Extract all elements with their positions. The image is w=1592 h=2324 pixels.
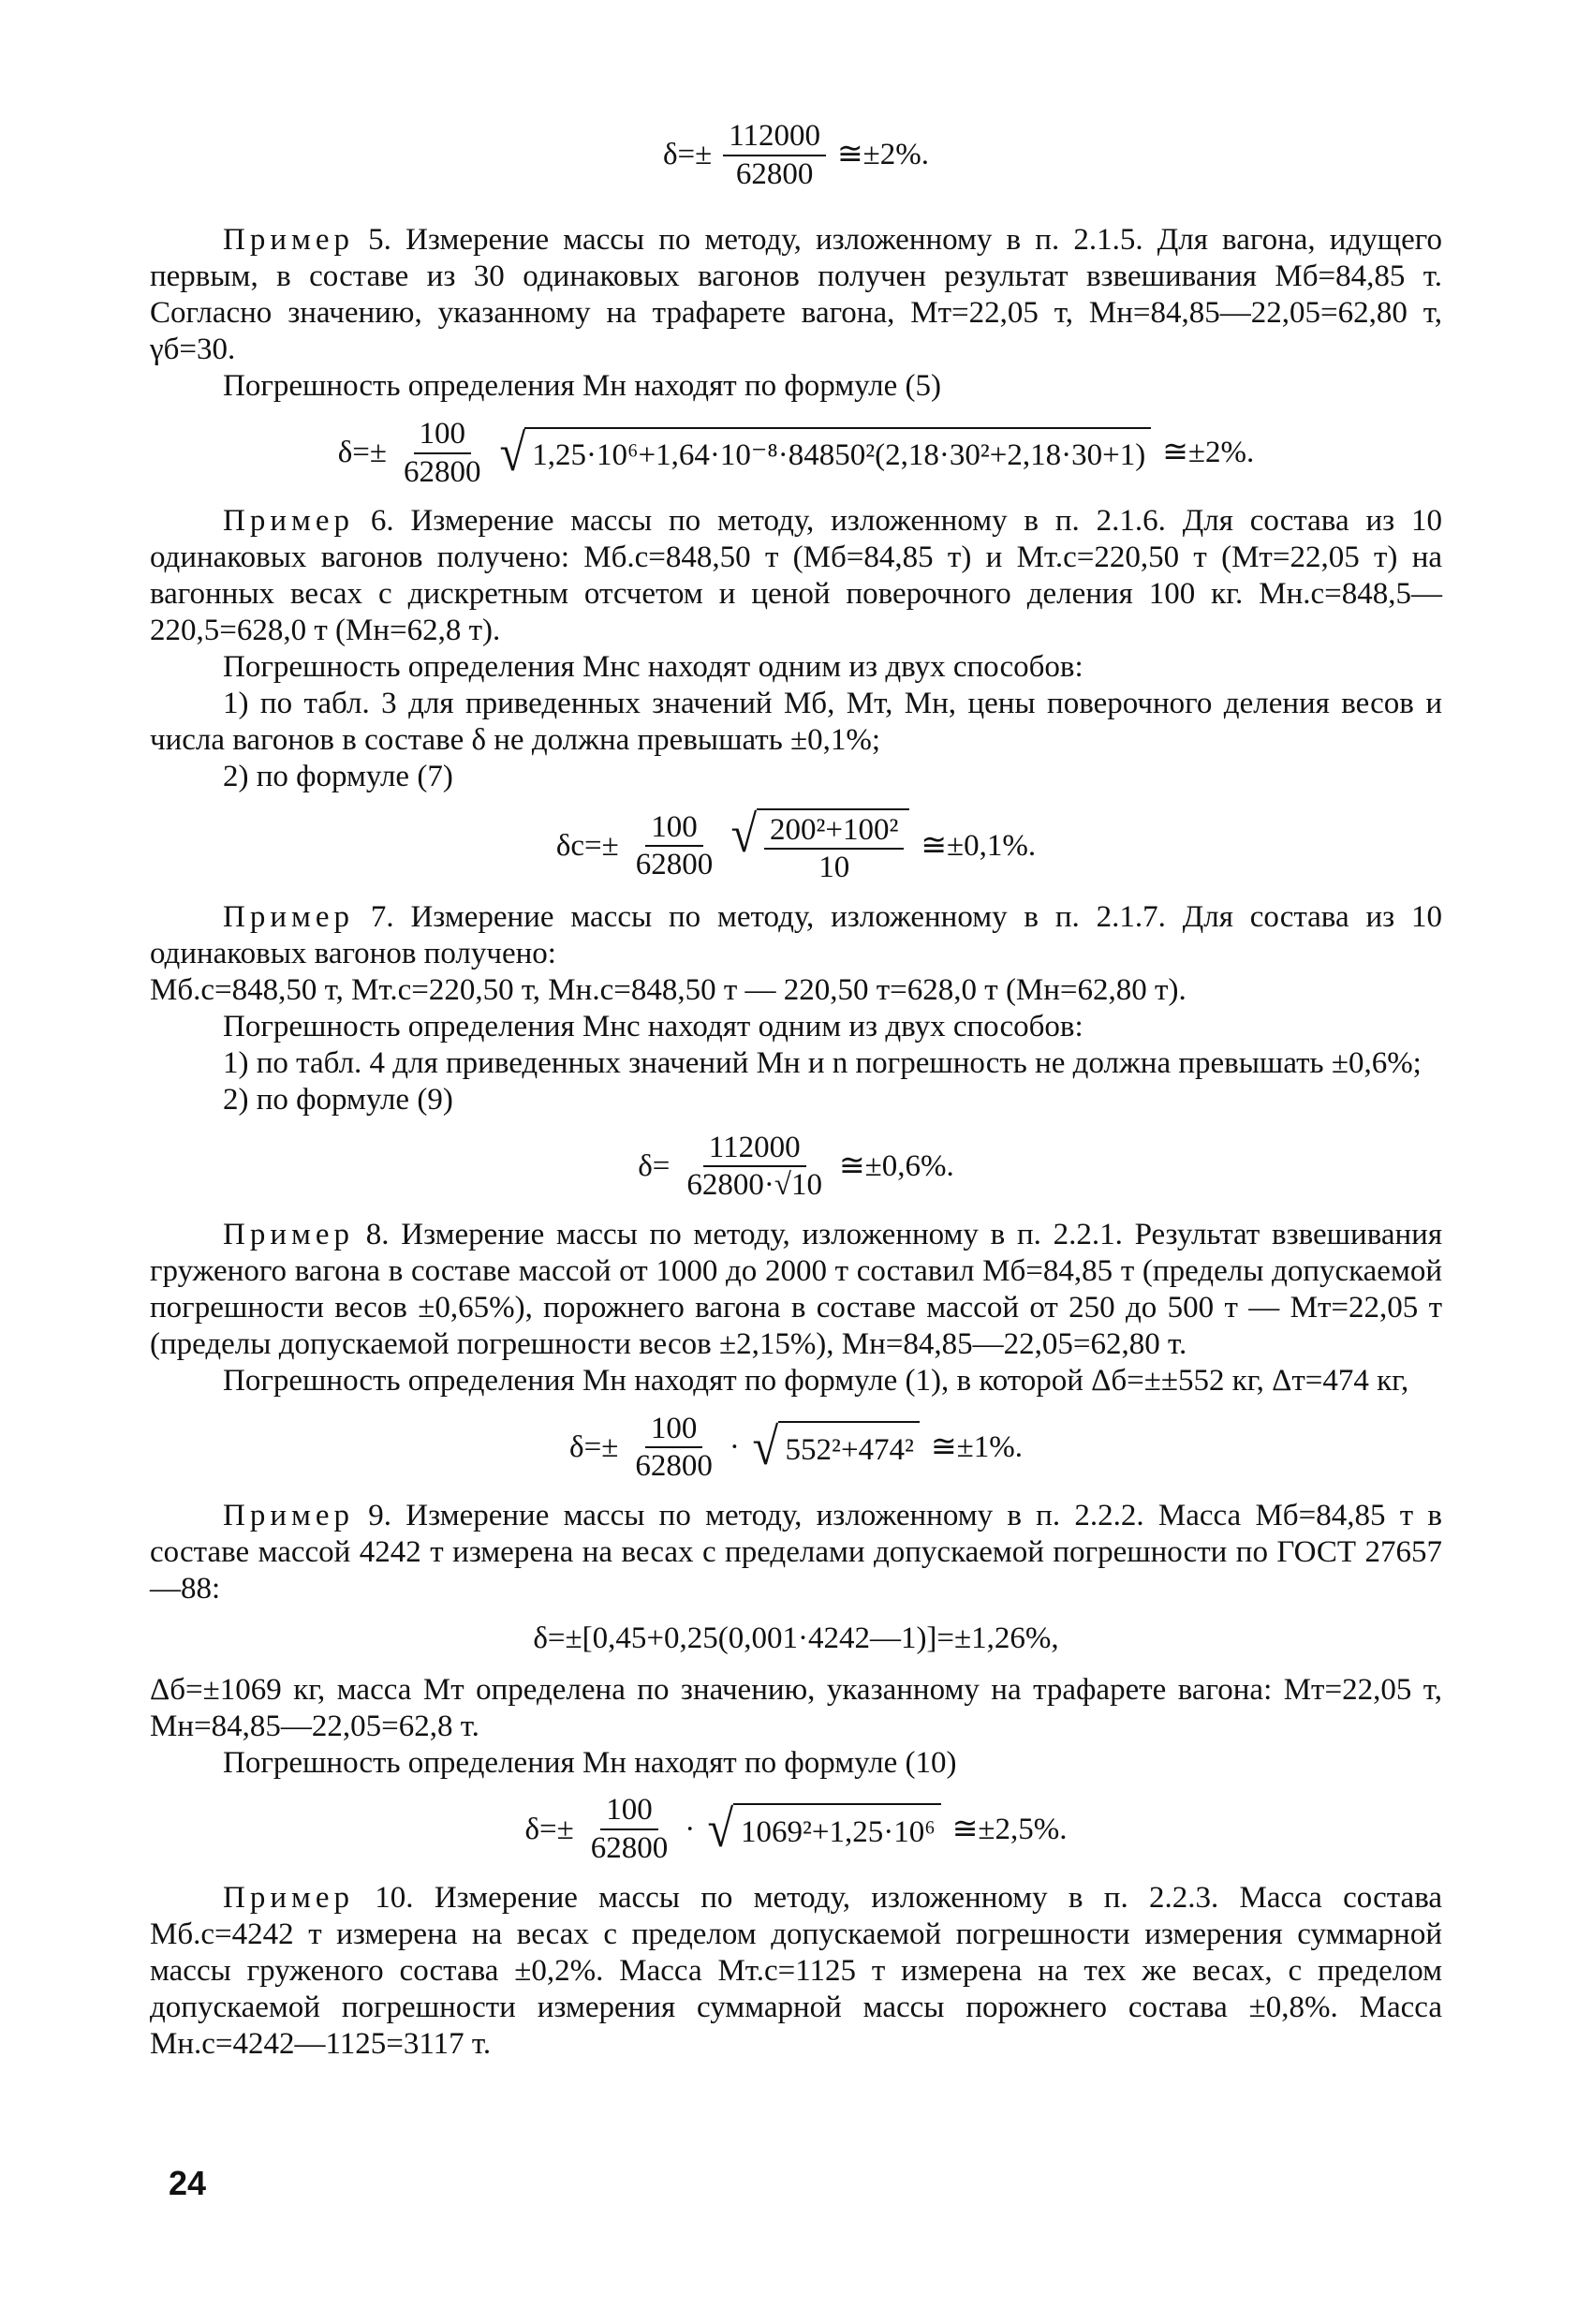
example-7-paragraph bbox=[150, 899, 1442, 972]
numerator: 100 bbox=[645, 811, 703, 848]
eq-lhs: δ= bbox=[638, 1148, 671, 1183]
example-6-method-1: 1) по табл. 3 для приведенных значений Mб, Mт, Mн, цены поверочного деления весов и числа вагонов в составе δ не должна превышать ±0,1%; bbox=[150, 686, 1442, 757]
fraction bbox=[723, 120, 826, 190]
denominator: 62800 bbox=[635, 848, 714, 882]
equation-6 bbox=[150, 805, 1442, 885]
example-text: 8. Измерение массы по методу, изложенному в п. 2.2.1. Результат взвешивания груженого вагона в составе массой от 1000 до 2000 т составил Mб=84,85 т (пределы допускаемой погрешности весов ±0,65%), порожнего вагона в составе массой от 250 до 500 т — Mт=22,05 т (пределы допускаемой погрешности весов ±2,15%), Mн=84,85—22,05=62,80 т. bbox=[150, 1217, 1442, 1361]
example-label: Пример bbox=[223, 1880, 355, 1915]
example-7-method-2: 2) по формуле (9) bbox=[223, 1082, 453, 1117]
example-text: 10. Измерение массы по методу, изложенному в п. 2.2.3. Масса состава Mб.с=4242 т измерена на весах с пределом допускаемой погрешности измерения суммарной массы груженого состава ±0,2%. Масса Mт.с=1125 т измерена на тех же весах, с пределом допускаемой погрешности измерения суммарной массы порожнего состава ±0,8%. Масса Mн.с=4242—1125=3117 т. bbox=[150, 1880, 1442, 2061]
equation-5 bbox=[150, 418, 1442, 488]
example-label: Пример bbox=[223, 223, 355, 258]
radical bbox=[498, 423, 1152, 482]
eq-lhs: δ=± bbox=[337, 436, 388, 470]
multiply-dot: · bbox=[685, 1812, 696, 1846]
example-6-paragraph bbox=[150, 503, 1442, 649]
denominator: 62800 bbox=[404, 454, 481, 489]
example-6-method-2: 2) по формуле (7) bbox=[223, 759, 453, 793]
eq-rhs: ≅±0,6%. bbox=[839, 1148, 954, 1183]
numerator: 112000 bbox=[723, 120, 826, 156]
example-label: Пример bbox=[223, 900, 355, 935]
radicand-fraction bbox=[764, 814, 904, 884]
eq-rhs: ≅±2%. bbox=[1162, 436, 1255, 470]
numerator: 100 bbox=[600, 1794, 658, 1830]
equation-intro bbox=[150, 120, 1442, 190]
example-text: 9. Измерение массы по методу, изложенному в п. 2.2.2. Масса Mб=84,85 т в составе массой 4242 т измерена на весах с пределами допускаемой погрешности по ГОСТ 27657—88: bbox=[150, 1498, 1442, 1606]
equation-7 bbox=[150, 1132, 1442, 1202]
example-8-paragraph bbox=[150, 1217, 1442, 1363]
radical-sign-icon: √ bbox=[730, 805, 758, 864]
eq-rhs: ≅±0,1%. bbox=[921, 828, 1037, 863]
eq-rhs: ≅±1%. bbox=[930, 1429, 1023, 1464]
example-label: Пример bbox=[223, 1498, 355, 1532]
fraction bbox=[398, 418, 487, 488]
example-text: 7. Измерение массы по методу, изложенному в п. 2.1.7. Для состава из 10 одинаковых вагонов получено: bbox=[150, 900, 1442, 970]
radical bbox=[730, 805, 909, 885]
denominator: 62800 bbox=[635, 1449, 713, 1484]
example-7-values: Mб.с=848,50 т, Mт.с=220,50 т, Mн.с=848,50 т — 220,50 т=628,0 т (Mн=62,80 т). bbox=[150, 972, 1187, 1007]
radical bbox=[706, 1800, 940, 1859]
example-label: Пример bbox=[223, 1217, 355, 1251]
example-6-methods-intro: Погрешность определения Mнс находят одним из двух способов: bbox=[223, 650, 1083, 684]
eq-lhs: δ=± bbox=[524, 1812, 574, 1846]
numerator: 100 bbox=[645, 1413, 703, 1449]
denominator: 10 bbox=[818, 851, 850, 885]
radicand: 1,25·10⁶+1,64·10⁻⁸·84850²(2,18·30²+2,18·30+1) bbox=[524, 427, 1151, 480]
equation-9-tolerance: δ=±[0,45+0,25(0,001·4242—1)]=±1,26%, bbox=[533, 1621, 1059, 1655]
denominator: 62800 bbox=[735, 156, 814, 191]
fraction bbox=[629, 1413, 718, 1483]
example-8-formula-ref: Погрешность определения Mн находят по формуле (1), в которой Δб=±±552 кг, Δт=474 кг, bbox=[223, 1363, 1409, 1398]
fraction bbox=[630, 811, 719, 881]
radical bbox=[751, 1418, 920, 1477]
eq-rhs: ≅±2,5%. bbox=[951, 1812, 1068, 1846]
example-5-formula-ref: Погрешность определения Mн находят по формуле (5) bbox=[223, 369, 942, 404]
example-9-paragraph bbox=[150, 1498, 1442, 1607]
equation-9 bbox=[150, 1794, 1442, 1864]
example-text: 6. Измерение массы по методу, изложенному в п. 2.1.6. Для состава из 10 одинаковых вагонов получено: Mб.с=848,50 т (Mб=84,85 т) и Mт.с=220,50 т (Mт=22,05 т) на вагонных весах с дискретным отсчетом и ценой поверочного деления 100 кг. Mн.с=848,5—220,5=628,0 т (Mн=62,8 т). bbox=[150, 504, 1442, 648]
denominator: 62800 bbox=[590, 1831, 669, 1866]
example-text: 5. Измерение массы по методу, изложенному в п. 2.1.5. Для вагона, идущего первым, в составе из 30 одинаковых вагонов получен результат взвешивания Mб=84,85 т. Согласно значению, указанному на трафарете вагона, Mт=22,05 т, Mн=84,85—22,05=62,80 т, γб=30. bbox=[150, 223, 1442, 367]
radical-sign-icon: √ bbox=[707, 1800, 734, 1859]
radicand bbox=[757, 808, 909, 884]
fraction bbox=[681, 1132, 828, 1202]
radicand: 1069²+1,25·10⁶ bbox=[733, 1803, 941, 1856]
example-7-methods-intro: Погрешность определения Mнс находят одним из двух способов: bbox=[223, 1009, 1083, 1044]
eq-lhs: δс=± bbox=[555, 828, 619, 863]
radical-sign-icon: √ bbox=[752, 1418, 779, 1477]
example-label: Пример bbox=[223, 504, 355, 539]
example-9-formula-ref: Погрешность определения Mн находят по формуле (10) bbox=[223, 1745, 957, 1780]
eq-rhs: ≅±2%. bbox=[837, 138, 930, 172]
numerator: 200²+100² bbox=[764, 814, 904, 851]
page-number: 24 bbox=[169, 2164, 207, 2202]
example-10-paragraph bbox=[150, 1880, 1442, 2063]
radical-sign-icon: √ bbox=[499, 423, 525, 482]
fraction bbox=[585, 1794, 674, 1864]
example-5-paragraph bbox=[150, 222, 1442, 368]
equation-8 bbox=[150, 1413, 1442, 1483]
denominator: 62800·√10 bbox=[686, 1168, 822, 1203]
eq-lhs: δ=± bbox=[569, 1429, 619, 1464]
multiply-dot: · bbox=[729, 1429, 740, 1464]
radicand: 552²+474² bbox=[778, 1421, 920, 1473]
numerator: 112000 bbox=[703, 1132, 806, 1168]
example-9-masses: Δб=±1069 кг, масса Mт определена по значению, указанному на трафарете вагона: Mт=22,05 т, Mн=84,85—22,05=62,8 т. bbox=[150, 1672, 1442, 1743]
example-7-method-1: 1) по табл. 4 для приведенных значений Mн и n погрешность не должна превышать ±0,6%; bbox=[223, 1045, 1422, 1080]
numerator: 100 bbox=[414, 418, 472, 454]
eq-lhs: δ=± bbox=[662, 138, 713, 172]
